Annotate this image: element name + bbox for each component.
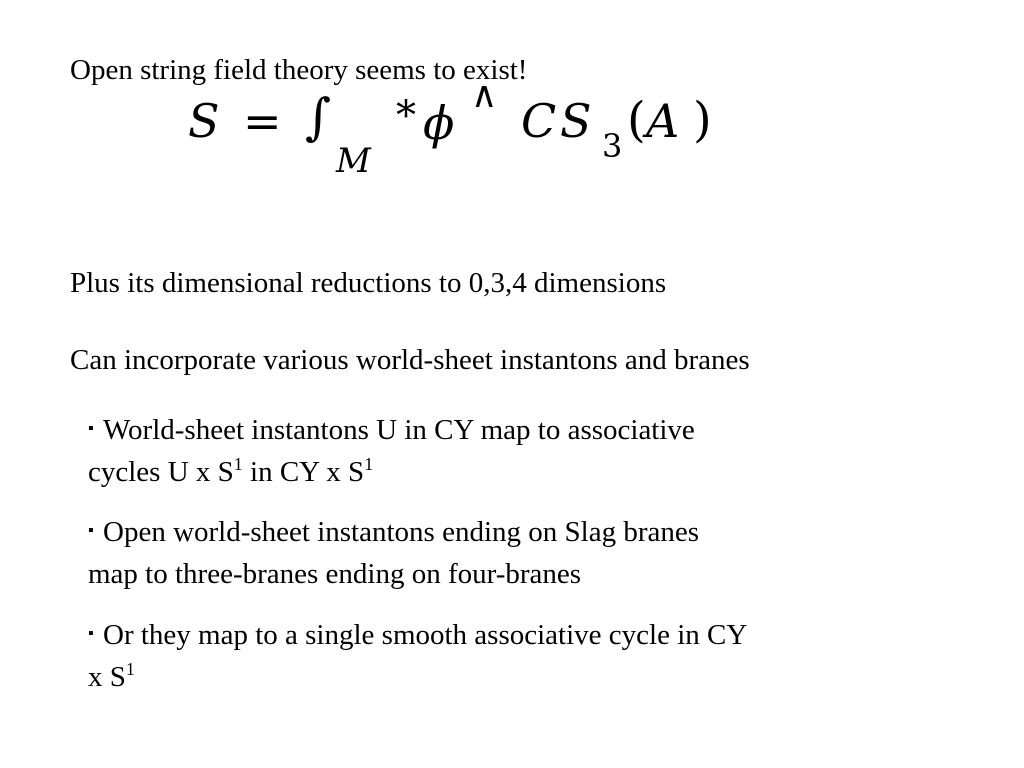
formula-wedge: ∧ [471, 75, 498, 116]
formula-C: C [521, 94, 557, 148]
bullet-square-icon: ▪ [88, 420, 94, 437]
bullet-text: in CY x S [242, 456, 365, 488]
formula-right-paren: ) [693, 92, 712, 148]
slide-line-open-string: Open string field theory seems to exist! [70, 54, 528, 86]
formula-star: * [396, 93, 416, 139]
formula-equals: = [243, 94, 282, 148]
formula-subscript-M: M [336, 141, 371, 181]
bullet-square-icon: ▪ [88, 625, 94, 642]
formula-left-paren: ( [627, 92, 646, 148]
bullet-text: cycles U x S [88, 456, 234, 488]
formula-S: S [188, 94, 220, 148]
superscript: 1 [233, 454, 243, 474]
bullet-text: Or they map to a single smooth associative cycle in CY [103, 619, 748, 651]
formula-S-cs: S [560, 94, 592, 148]
bullet-item [88, 613, 878, 698]
formula-A: A [646, 94, 680, 148]
bullet-text: x S [88, 661, 126, 693]
bullet-item [88, 510, 878, 595]
superscript: 1 [364, 454, 374, 474]
superscript: 1 [125, 659, 135, 679]
bullet-text: World-sheet instantons U in CY map to associative [103, 414, 695, 446]
formula-integral: ∫ [305, 88, 332, 146]
action-formula [0, 0, 1024, 200]
formula-phi: ϕ [423, 96, 455, 150]
bullet-square-icon: ▪ [88, 522, 94, 539]
formula-subscript-3: 3 [602, 127, 623, 165]
slide-line-dimensional-reductions: Plus its dimensional reductions to 0,3,4 dimensions [70, 267, 667, 299]
bullet-item [88, 408, 878, 493]
slide-line-incorporate: Can incorporate various world-sheet instantons and branes [70, 344, 750, 376]
bullet-text: Open world-sheet instantons ending on Slag branes [103, 516, 700, 548]
bullet-text: map to three-branes ending on four-branes [88, 558, 582, 590]
